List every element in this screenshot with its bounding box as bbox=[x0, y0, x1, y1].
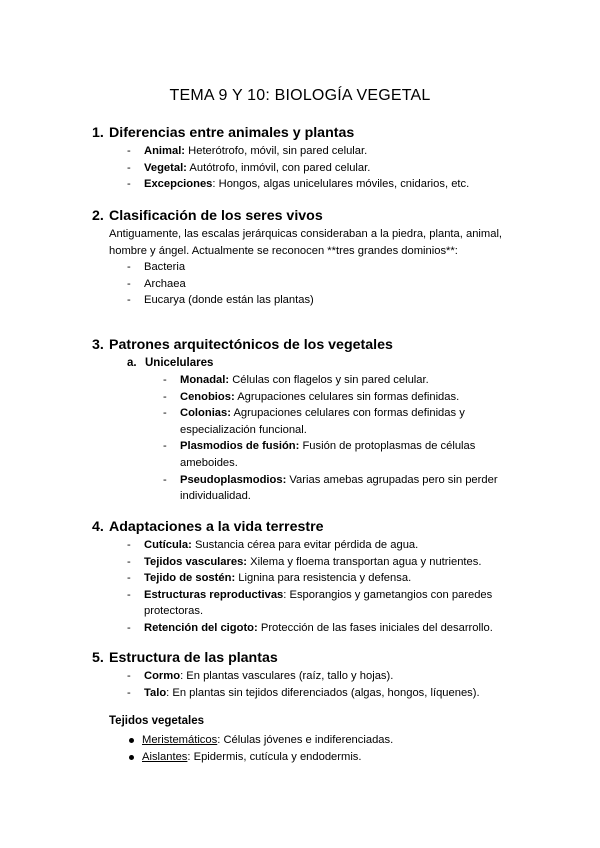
list-item: - Excepciones: Hongos, algas unicelulares móviles, cnidarios, etc. bbox=[127, 176, 532, 193]
list-item: - Talo: En plantas sin tejidos diferenciados (algas, hongos, líquenes). bbox=[127, 685, 532, 702]
list-item: - Cormo: En plantas vasculares (raíz, tallo y hojas). bbox=[127, 668, 532, 685]
list-item: - Tejidos vasculares: Xilema y floema transportan agua y nutrientes. bbox=[127, 554, 532, 571]
list-item: - Estructuras reproductivas: Esporangios y gametangios con paredes protectoras. bbox=[127, 587, 532, 620]
list-item: Aislantes: Epidermis, cutícula y endodermis. bbox=[127, 749, 529, 766]
section-1 bbox=[92, 124, 532, 193]
section-4 bbox=[92, 518, 532, 637]
section-3 bbox=[92, 336, 532, 505]
domains-list bbox=[127, 259, 532, 309]
section-heading: 4. Adaptaciones a la vida terrestre bbox=[92, 519, 324, 535]
section-heading: 5. Estructura de las plantas bbox=[92, 650, 278, 666]
list-item: - Vegetal: Autótrofo, inmóvil, con pared celular. bbox=[127, 160, 532, 177]
list-item: - Retención del cigoto: Protección de las fases iniciales del desarrollo. bbox=[127, 620, 532, 637]
list-item: - Monadal: Células con flagelos y sin pared celular. bbox=[163, 372, 527, 389]
list-item: Meristemáticos: Células jóvenes e indiferenciadas. bbox=[127, 732, 529, 749]
unicellular-list bbox=[163, 372, 527, 505]
list-item: - Eucarya (donde están las plantas) bbox=[127, 292, 532, 309]
tissues-list bbox=[127, 732, 529, 765]
differences-list bbox=[127, 143, 532, 193]
list-item: - Cutícula: Sustancia cérea para evitar pérdida de agua. bbox=[127, 537, 532, 554]
structure-list bbox=[127, 668, 532, 701]
list-item: - Tejido de sostén: Lignina para resistencia y defensa. bbox=[127, 570, 532, 587]
list-item: - Bacteria bbox=[127, 259, 532, 276]
section-heading: 1. Diferencias entre animales y plantas bbox=[92, 125, 355, 141]
page-title: TEMA 9 Y 10: BIOLOGÍA VEGETAL bbox=[169, 87, 431, 104]
list-item: - Archaea bbox=[127, 276, 532, 293]
section-heading: 3. Patrones arquitectónicos de los vegetales bbox=[92, 337, 393, 353]
list-item: - Animal: Heterótrofo, móvil, sin pared celular. bbox=[127, 143, 532, 160]
list-item: - Plasmodios de fusión: Fusión de protoplasmas de células ameboides. bbox=[163, 438, 527, 471]
tissues-section bbox=[109, 713, 529, 765]
section-5 bbox=[92, 649, 532, 701]
list-item: - Pseudoplasmodios: Varias amebas agrupadas pero sin perder individualidad. bbox=[163, 472, 527, 505]
subsection-heading: a. Unicelulares bbox=[127, 357, 214, 369]
adaptations-list bbox=[127, 537, 532, 637]
list-item: - Cenobios: Agrupaciones celulares sin formas definidas. bbox=[163, 389, 527, 406]
section-2 bbox=[92, 207, 532, 309]
section-heading: 2. Clasificación de los seres vivos bbox=[92, 208, 323, 224]
section-paragraph: Antiguamente, las escalas jerárquicas consideraban a la piedra, planta, animal, hombre y ángel. Actualmente se reconocen **tres grandes dominios**: bbox=[109, 228, 503, 257]
tissues-heading: Tejidos vegetales bbox=[109, 715, 205, 727]
list-item: - Colonias: Agrupaciones celulares con formas definidas y especialización funcional. bbox=[163, 405, 527, 438]
